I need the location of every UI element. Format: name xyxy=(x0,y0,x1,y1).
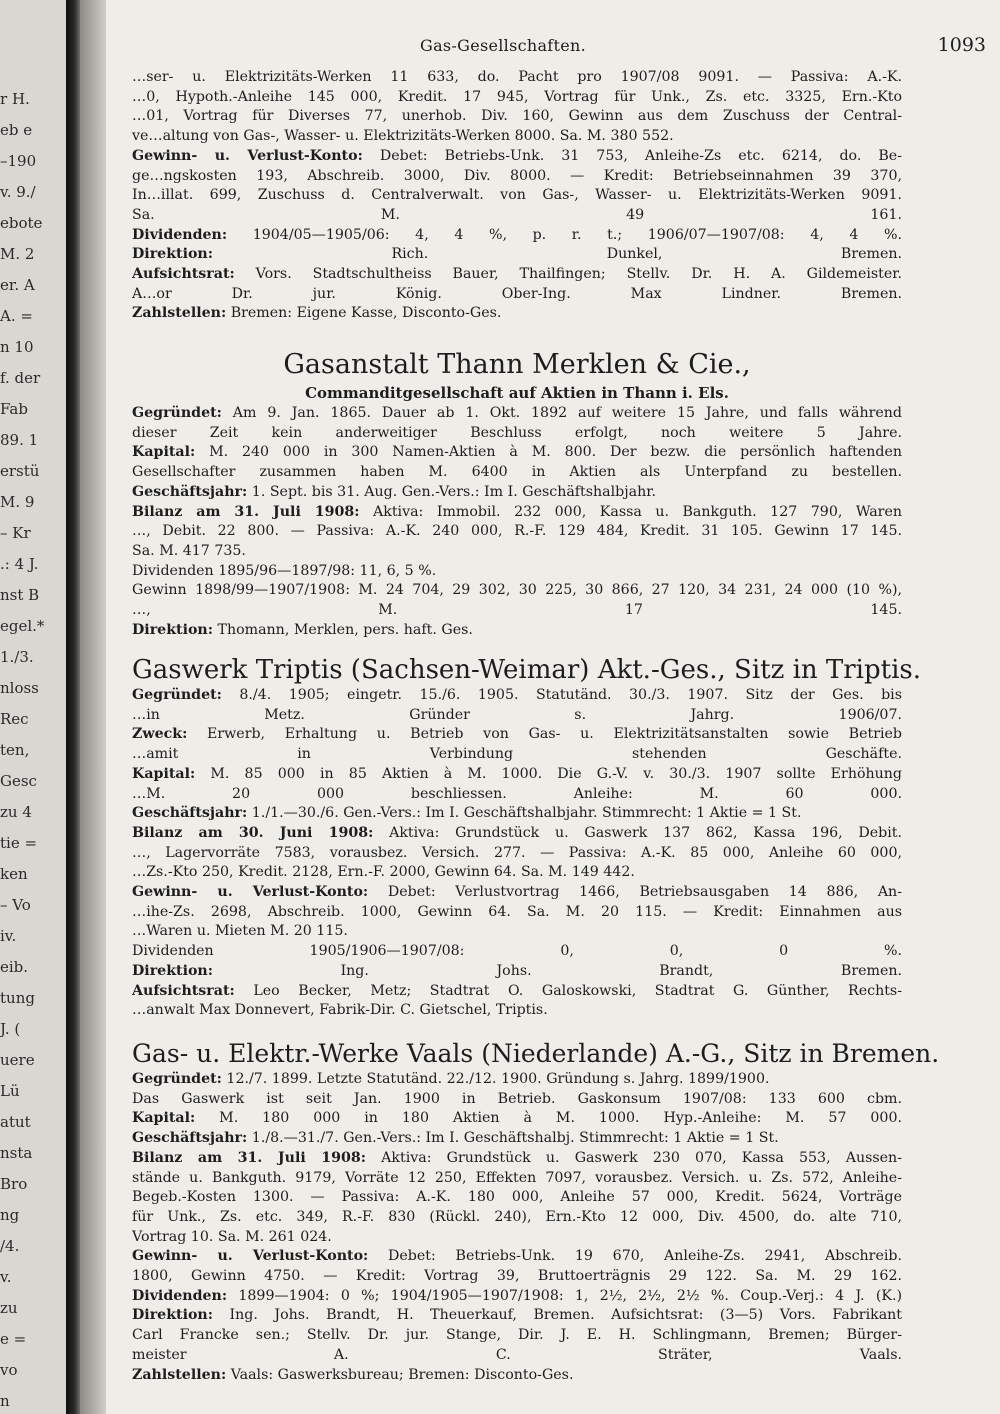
facing-page-fragment: n xyxy=(0,1392,10,1410)
text-line: …01, Vortrag für Diverses 77, unerhob. Div. 160, Gewinn aus dem Zuschuss der Central- xyxy=(132,108,902,125)
text-line: Geschäftsjahr: 1./8.—31./7. Gen.-Vers.: Im I. Geschäftshalbj. Stimmrecht: 1 Aktie = 1 St. xyxy=(132,1130,779,1147)
text-line: stände u. Bankguth. 9179, Vorräte 12 250, Effekten 7097, vorausbez. Versich. u. Zs. 572, Anleihe- xyxy=(132,1169,902,1186)
section-triptis xyxy=(132,654,921,1021)
facing-page-fragment: v. xyxy=(0,1268,12,1286)
text-line: Aufsichtsrat: Vors. Stadtschultheiss Bauer, Thailfingen; Stellv. Dr. H. A. Gildemeister. xyxy=(132,266,902,283)
book-gutter-fade xyxy=(80,0,106,1414)
facing-page-fragment: eib. xyxy=(0,958,29,976)
facing-page-fragment: Fab xyxy=(0,400,28,418)
text-line: …anwalt Max Donnevert, Fabrik-Dir. C. Gietschel, Triptis. xyxy=(132,1002,548,1019)
page-number: 1093 xyxy=(937,34,986,56)
text-line: …in Metz. Gründer s. Jahrg. 1906/07. xyxy=(132,706,902,723)
running-header-title: Gas-Gesellschaften. xyxy=(419,36,587,55)
text-line: meister A. C. Sträter, Vaals. xyxy=(132,1346,902,1363)
book-gutter-shadow xyxy=(66,0,80,1414)
facing-page-fragment: egel.* xyxy=(0,617,45,635)
text-line: Aufsichtsrat: Leo Becker, Metz; Stadtrat O. Galoskowski, Stadtrat G. Günther, Rechts- xyxy=(132,982,902,999)
facing-page-edge xyxy=(0,0,66,1414)
section-previous-continued xyxy=(132,68,902,324)
text-line: ge…ngskosten 193, Abschreib. 3000, Div. 8000. — Kredit: Betriebseinnahmen 39 370, xyxy=(132,167,902,184)
text-line: Gewinn- u. Verlust-Konto: Debet: Verlustvortrag 1466, Betriebsausgaben 14 886, An- xyxy=(132,884,902,901)
text-line: Gegründet: Am 9. Jan. 1865. Dauer ab 1. Okt. 1892 auf weitere 15 Jahre, und falls während xyxy=(132,405,902,421)
text-line: Direktion: Thomann, Merklen, pers. haft. Ges. xyxy=(132,621,473,638)
text-line: Direktion: Rich. Dunkel, Bremen. xyxy=(132,246,902,263)
text-line: Dividenden 1905/1906—1907/08: 0, 0, 0 %. xyxy=(132,943,902,960)
section-title: Gaswerk Triptis (Sachsen-Weimar) Akt.-Ges., Sitz in Triptis. xyxy=(132,655,921,685)
text-line: Kapital: M. 180 000 in 180 Aktien à M. 1000. Hyp.-Anleihe: M. 57 000. xyxy=(132,1110,902,1127)
facing-page-fragment: f. der xyxy=(0,369,41,387)
facing-page-fragment: M. 2 xyxy=(0,245,35,263)
text-line: …M. 20 000 beschliessen. Anleihe: M. 60 000. xyxy=(132,785,902,802)
facing-page-fragment: A. = xyxy=(0,307,33,325)
facing-page-fragment: Gesc xyxy=(0,772,37,790)
facing-page-fragment: erstü xyxy=(0,462,40,480)
text-line: Kapital: M. 240 000 in 300 Namen-Aktien à M. 800. Der bezw. die persönlich haftenden xyxy=(132,444,902,461)
section-body xyxy=(132,68,902,324)
section-body xyxy=(132,1070,902,1385)
facing-page-fragment: J. ( xyxy=(0,1020,21,1038)
facing-page-fragment: n 10 xyxy=(0,338,34,356)
facing-page-fragment: –190 xyxy=(0,152,37,170)
text-line: Gewinn- u. Verlust-Konto: Debet: Betriebs-Unk. 31 753, Anleihe-Zs etc. 6214, do. Be- xyxy=(132,147,902,164)
text-line: ve…altung von Gas-, Wasser- u. Elektrizitäts-Werken 8000. Sa. M. 380 552. xyxy=(132,128,674,145)
text-line: Zahlstellen: Vaals: Gaswerksbureau; Bremen: Disconto-Ges. xyxy=(132,1366,574,1383)
facing-page-fragment: M. 9 xyxy=(0,493,35,511)
section-title: Gas- u. Elektr.-Werke Vaals (Niederlande) A.-G., Sitz in Bremen. xyxy=(132,1039,940,1068)
facing-page-fragment: Lü xyxy=(0,1082,20,1100)
text-line: A…or Dr. jur. König. Ober-Ing. Max Lindner. Bremen. xyxy=(132,285,902,302)
text-line: Vortrag 10. Sa. M. 261 024. xyxy=(132,1228,332,1245)
text-line: Gegründet: 8./4. 1905; eingetr. 15./6. 1905. Statutänd. 30./3. 1907. Sitz der Ges. bis xyxy=(132,687,902,703)
section-title: Gasanstalt Thann Merklen & Cie., xyxy=(283,349,751,380)
text-line: …Waren u. Mieten M. 20 115. xyxy=(132,923,348,940)
facing-page-fragment: e = xyxy=(0,1330,27,1348)
facing-page-fragment: zu 4 xyxy=(0,803,32,821)
facing-page-fragment: uere xyxy=(0,1051,35,1069)
text-line: Geschäftsjahr: 1./1.—30./6. Gen.-Vers.: Im I. Geschäftshalbjahr. Stimmrecht: 1 Aktie = 1 St. xyxy=(132,805,802,822)
text-line: Zahlstellen: Bremen: Eigene Kasse, Disconto-Ges. xyxy=(132,305,502,322)
text-line: Direktion: Ing. Johs. Brandt, Bremen. xyxy=(132,962,902,979)
text-line: Geschäftsjahr: 1. Sept. bis 31. Aug. Gen.-Vers.: Im I. Geschäftshalbjahr. xyxy=(132,483,656,500)
text-line: Gewinn- u. Verlust-Konto: Debet: Betriebs-Unk. 19 670, Anleihe-Zs. 2941, Abschreib. xyxy=(132,1248,902,1265)
text-line: Dividenden 1895/96—1897/98: 11, 6, 5 %. xyxy=(132,562,437,579)
text-line: 1800, Gewinn 4750. — Kredit: Vortrag 39, Bruttoerträgnis 29 122. Sa. M. 29 162. xyxy=(132,1268,902,1285)
facing-page-fragment: ten, xyxy=(0,741,30,759)
text-line: Direktion: Ing. Johs. Brandt, H. Theuerkauf, Bremen. Aufsichtsrat: (3—5) Vors. Fabrikant xyxy=(132,1307,902,1324)
text-line: Dividenden: 1904/05—1905/06: 4, 4 %, p. r. t.; 1906/07—1907/08: 4, 4 %. xyxy=(132,226,902,243)
facing-page-fragment: tie = xyxy=(0,834,38,852)
text-line: …, Lagervorräte 7583, vorausbez. Versich. 277. — Passiva: A.-K. 85 000, Anleihe 60 000, xyxy=(132,844,902,861)
section-body xyxy=(132,404,902,640)
facing-page-fragment: ebote xyxy=(0,214,43,232)
facing-page-fragment: nsta xyxy=(0,1144,33,1162)
facing-page-fragment: nst B xyxy=(0,586,40,604)
text-line: …ser- u. Elektrizitäts-Werken 11 633, do. Pacht pro 1907/08 9091. — Passiva: A.-K. xyxy=(132,69,902,85)
facing-page-fragment: – Kr xyxy=(0,524,31,542)
text-line: Zweck: Erwerb, Erhaltung u. Betrieb von Gas- u. Elektrizitätsanstalten sowie Betrieb xyxy=(132,726,902,743)
text-line: Bilanz am 30. Juni 1908: Aktiva: Grundstück u. Gaswerk 137 862, Kassa 196, Debit. xyxy=(132,824,902,841)
text-line: Dividenden: 1899—1904: 0 %; 1904/1905—1907/1908: 1, 2½, 2½, 2½ %. Coup.-Verj.: 4 J. (K.) xyxy=(132,1287,902,1304)
facing-page-fragment: r H. xyxy=(0,90,30,108)
facing-page-fragment: eb e xyxy=(0,121,33,139)
text-line: Kapital: M. 85 000 in 85 Aktien à M. 1000. Die G.-V. v. 30./3. 1907 sollte Erhöhung xyxy=(132,765,902,782)
facing-page-fragment: Bro xyxy=(0,1175,28,1193)
facing-page-fragment: ng xyxy=(0,1206,20,1224)
text-line: Bilanz am 31. Juli 1908: Aktiva: Grundstück u. Gaswerk 230 070, Kassa 553, Aussen- xyxy=(132,1149,902,1166)
text-line: Begeb.-Kosten 1300. — Passiva: A.-K. 180 000, Anleihe 57 000, Kredit. 5624, Vorträge xyxy=(132,1189,902,1206)
facing-page-fragment: tung xyxy=(0,989,35,1007)
section-subtitle: Commanditgesellschaft auf Aktien in Thann i. Els. xyxy=(305,384,729,402)
text-line: Bilanz am 31. Juli 1908: Aktiva: Immobil. 232 000, Kassa u. Bankguth. 127 790, Waren xyxy=(132,503,902,520)
text-line: Carl Francke sen.; Stellv. Dr. jur. Stange, Dir. J. E. H. Schlingmann, Bremen; Bürger- xyxy=(132,1327,902,1344)
facing-page-fragment: 89. 1 xyxy=(0,431,39,449)
facing-page-fragment: /4. xyxy=(0,1237,20,1255)
facing-page-fragment: ken xyxy=(0,865,28,883)
text-line: …Zs.-Kto 250, Kredit. 2128, Ern.-F. 2000, Gewinn 64. Sa. M. 149 442. xyxy=(132,864,635,881)
text-line: Gewinn 1898/99—1907/1908: M. 24 704, 29 302, 30 225, 30 866, 27 120, 34 231, 24 000 (10 %), xyxy=(132,582,902,599)
facing-page-fragment: – Vo xyxy=(0,896,31,914)
facing-page-fragment: zu xyxy=(0,1299,18,1317)
facing-page-fragment: iv. xyxy=(0,927,17,945)
text-line: für Unk., Zs. etc. 349, R.-F. 830 (Rückl. 240), Ern.-Kto 12 000, Div. 4500, do. alte 710, xyxy=(132,1208,902,1225)
facing-page-fragment: nloss xyxy=(0,679,39,697)
facing-page-fragment: atut xyxy=(0,1113,31,1131)
text-line: In…illat. 699, Zuschuss d. Centralverwalt. von Gas-, Wasser- u. Elektrizitäts-Werken 9091. xyxy=(132,187,902,204)
facing-page-fragment: Rec xyxy=(0,710,29,728)
section-thann xyxy=(132,342,902,640)
text-line: Sa. M. 49 161. xyxy=(132,206,902,223)
facing-page-fragment: er. A xyxy=(0,276,35,294)
facing-page-fragment: vo xyxy=(0,1361,18,1379)
page xyxy=(106,0,1000,1414)
text-line: Gesellschafter zusammen haben M. 6400 in Aktien als Unterpfand zu bestellen. xyxy=(132,464,902,481)
text-line: …amit in Verbindung stehenden Geschäfte. xyxy=(132,746,902,763)
text-line: …ihe-Zs. 2698, Abschreib. 1000, Gewinn 64. Sa. M. 20 115. — Kredit: Einnahmen aus xyxy=(132,903,902,920)
text-line: …, M. 17 145. xyxy=(132,602,902,619)
text-line: …, Debit. 22 800. — Passiva: A.-K. 240 000, R.-F. 129 484, Kredit. 31 105. Gewinn 17 145. xyxy=(132,523,902,540)
text-line: Das Gaswerk ist seit Jan. 1900 in Betrieb. Gaskonsum 1907/08: 133 600 cbm. xyxy=(132,1090,902,1107)
section-vaals xyxy=(132,1038,940,1385)
text-line: Gegründet: 12./7. 1899. Letzte Statutänd. 22./12. 1900. Gründung s. Jahrg. 1899/1900. xyxy=(132,1071,770,1087)
text-line: dieser Zeit kein anderweitiger Beschluss erfolgt, noch weitere 5 Jahre. xyxy=(132,424,902,441)
section-body xyxy=(132,686,902,1021)
text-line: …0, Hypoth.-Anleihe 145 000, Kredit. 17 945, Vortrag für Unk., Zs. etc. 3325, Ern.-Kto xyxy=(132,88,902,105)
text-line: Sa. M. 417 735. xyxy=(132,542,246,559)
facing-page-fragment: 1./3. xyxy=(0,648,34,666)
facing-page-fragment: .: 4 J. xyxy=(0,555,39,573)
facing-page-fragment: v. 9./ xyxy=(0,183,36,201)
